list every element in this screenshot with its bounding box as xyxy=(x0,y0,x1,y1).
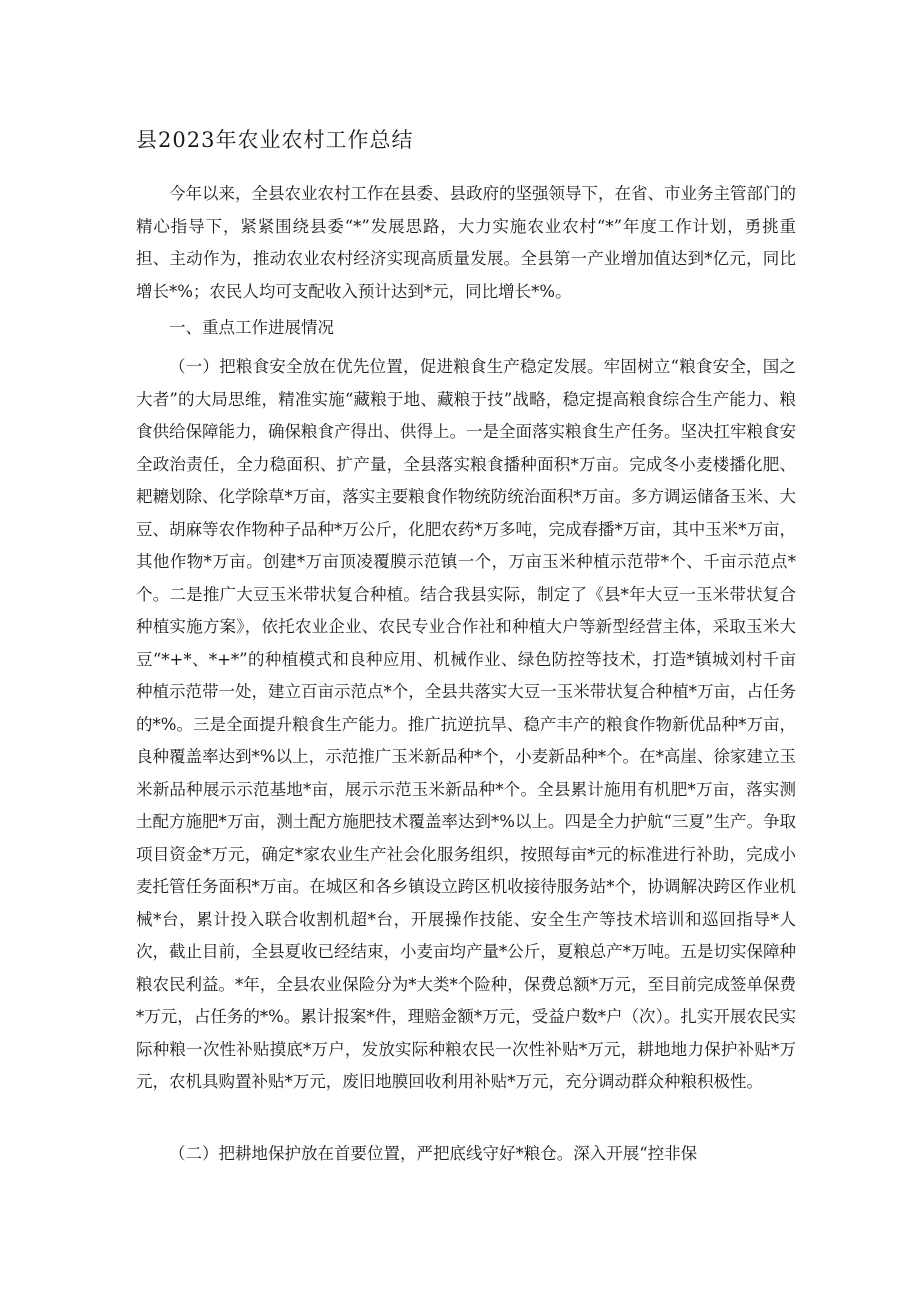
section-1-paragraph: （一）把粮食安全放在优先位置，促进粮食生产稳定发展。牢固树立“粮食安全，国之大者”的大局思维，精准实施“藏粮于地、藏粮于技”战略，稳定提高粮食综合生产能力、粮食供给保障能力，确保粮食产得出、供得上。一是全面落实粮食生产任务。坚决扛牢粮食安全政治责任，全力稳面积、扩产量，全县落实粮食播种面积*万亩。完成冬小麦楼播化肥、耙耱划除、化学除草*万亩，落实主要粮食作物统防统治面积*万亩。多方调运储备玉米、大豆、胡麻等农作物种子品种*万公斤，化肥农药*万多吨，完成春播*万亩，其中玉米*万亩，其他作物*万亩。创建*万亩顶凌覆膜示范镇一个，万亩玉米种植示范带*个、千亩示范点*个。二是推广大豆玉米带状复合种植。结合我县实际，制定了《县*年大豆一玉米带状复合种植实施方案》，依托农业企业、农民专业合作社和种植大户等新型经营主体，采取玉米大豆“*+*、*+*”的种植模式和良种应用、机械作业、绿色防控等技术，打造*镇城刘村千亩种植示范带一处，建立百亩示范点*个，全县共落实大豆一玉米带状复合种植*万亩，占任务的*%。三是全面提升粮食生产能力。推广抗逆抗旱、稳产丰产的粮食作物新优品种*万亩，良种覆盖率达到*%以上，示范推广玉米新品种*个，小麦新品种*个。在*高崖、徐家建立玉米新品种展示示范基地*亩，展示示范玉米新品种*个。全县累计施用有机肥*万亩，落实测土配方施肥*万亩，测土配方施肥技术覆盖率达到*%以上。四是全力护航“三夏”生产。争取项目资金*万元，确定*家农业生产社会化服务组织，按照每亩*元的标准进行补助，完成小麦托管任务面积*万亩。在城区和各乡镇设立跨区机收接待服务站*个，协调解决跨区作业机械*台，累计投入联合收割机超*台，开展操作技能、安全生产等技术培训和巡回指导*人次，截止目前，全县夏收已经结束，小麦亩均产量*公斤，夏粮总产*万吨。五是切实保障种粮农民利益。*年，全县农业保险分为*大类*个险种，保费总额*万元，至目前完成签单保费*万元，占任务的*%。累计报案*件，理赔金额*万元，受益户数*户（次）。扎实开展农民实际种粮一次性补贴摸底*万户，发放实际种粮农民一次性补贴*万元，耕地地力保护补贴*万元，农机具购置补贴*万元，废旧地膜回收利用补贴*万元，充分调动群众种粮积极性。 xyxy=(136,357,796,1091)
document-title: 县2023年农业农村工作总结 xyxy=(136,128,414,152)
intro-paragraph: 今年以来，全县农业农村工作在县委、县政府的坚强领导下，在省、市业务主管部门的精心指导下，紧紧围绕县委“*”发展思路，大力实施农业农村“*”年度工作计划，勇挑重担、主动作为，推动农业农村经济实现高质量发展。全县第一产业增加值达到*亿元，同比增长*%；农民人均可支配收入预计达到*元，同比增长*%。 xyxy=(136,184,796,301)
section-heading: 一、重点工作进展情况 xyxy=(169,318,334,337)
section-2-paragraph: （二）把耕地保护放在首要位置，严把底线守好*粮仓。深入开展“控非保 xyxy=(169,1144,698,1163)
